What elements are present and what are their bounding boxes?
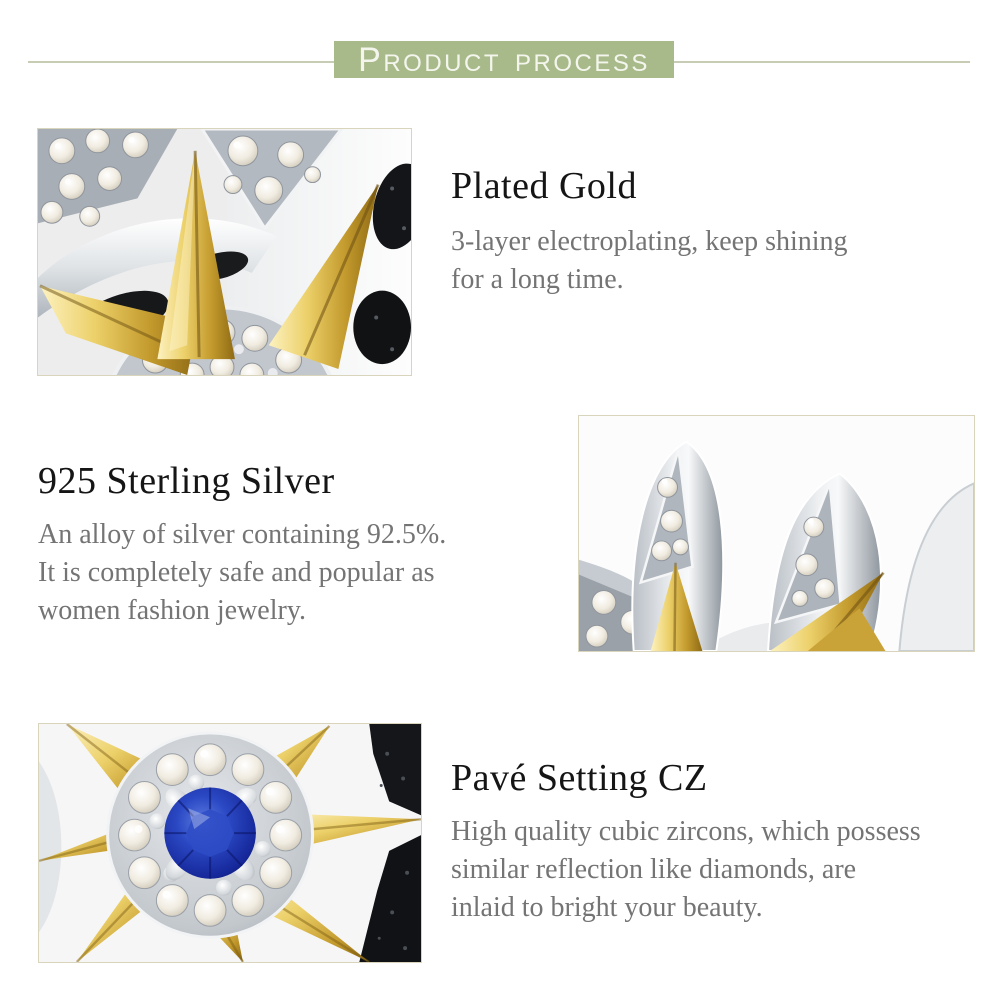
banner-title-initial: P — [358, 41, 384, 79]
section-heading-pave-cz: Pavé Setting CZ — [451, 757, 708, 799]
section-body-pave-cz — [451, 813, 921, 927]
banner-title-word2: PROCESS — [514, 50, 650, 77]
section-title-banner — [334, 41, 674, 78]
body-line: It is completely safe and popular as — [38, 557, 435, 588]
section-body-sterling-silver — [38, 516, 446, 630]
section-body-plated-gold — [451, 223, 848, 299]
sterling-silver-photo — [578, 415, 975, 652]
banner-title-rest: RODUCT — [383, 50, 501, 77]
gold-star-charm-image — [38, 129, 411, 375]
blue-cz-stone — [164, 787, 256, 878]
blue-cz-halo-image — [39, 724, 421, 962]
plated-gold-photo — [37, 128, 412, 376]
body-line: for a long time. — [451, 264, 624, 295]
section-heading-plated-gold: Plated Gold — [451, 165, 637, 207]
body-line: inlaid to bright your beauty. — [451, 892, 763, 923]
body-line: similar reflection like diamonds, are — [451, 854, 857, 885]
body-line: High quality cubic zircons, which possess — [451, 816, 921, 847]
body-line: 3-layer electroplating, keep shining — [451, 226, 848, 257]
section-heading-sterling-silver: 925 Sterling Silver — [38, 460, 335, 502]
pave-cz-photo — [38, 723, 422, 963]
body-line: An alloy of silver containing 92.5%. — [38, 519, 447, 550]
body-line: women fashion jewelry. — [38, 595, 306, 626]
silver-petals-image — [579, 416, 974, 651]
